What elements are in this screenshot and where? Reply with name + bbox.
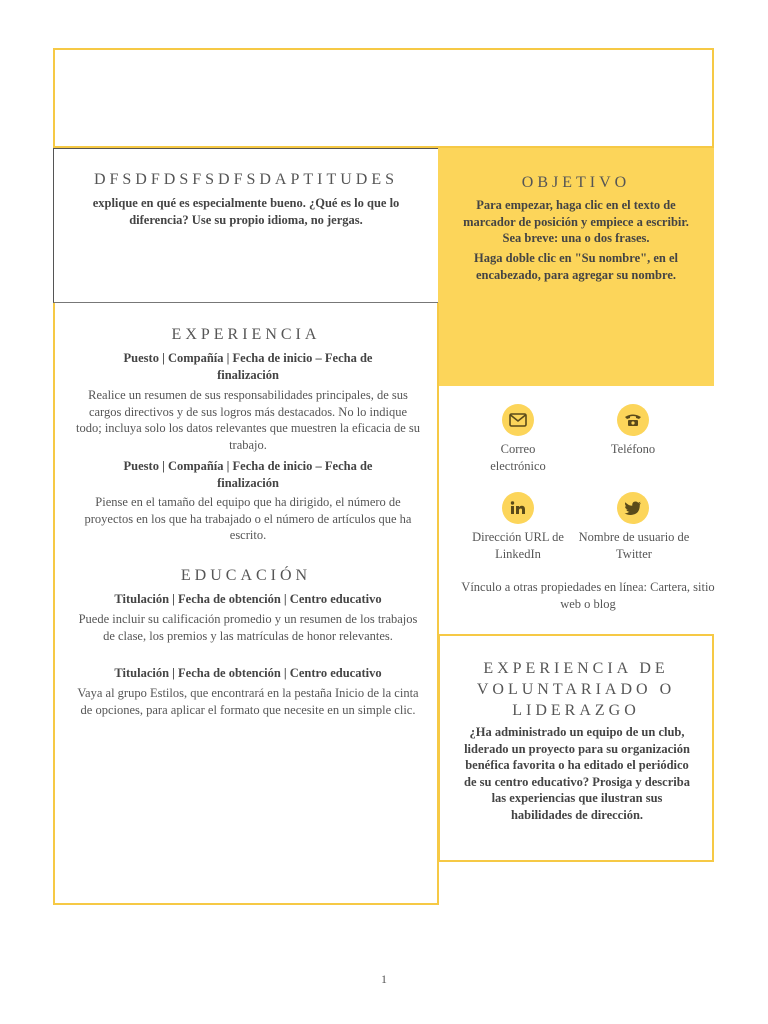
- job-description-1: Realice un resumen de sus responsabilidades principales, de sus cargos directivos y de sus logros más destacados. No lo indique todo; incluya solo los datos relevantes que muestren la eficacia de su trabajo.: [76, 388, 420, 452]
- volunteer-section: [438, 634, 714, 862]
- envelope-icon: [502, 404, 534, 436]
- skills-section: [53, 148, 439, 303]
- volunteer-text: ¿Ha administrado un equipo de un club, liderado un proyecto para su organización benéfica favorita o ha editado el periódico de su centro educativo? Prosiga y describa las experiencias que ilustran sus habilidades de dirección.: [464, 725, 690, 822]
- linkedin-icon: [502, 492, 534, 524]
- education-title-2: Titulación | Fecha de obtención | Centro educativo: [114, 666, 382, 680]
- job-title-2: Puesto | Compañía | Fecha de inicio – Fecha de finalización: [123, 459, 373, 490]
- objective-section: [438, 148, 714, 386]
- page-number: 1: [381, 972, 387, 986]
- education-description-1: Puede incluir su calificación promedio y un resumen de los trabajos de clase, los premios y las matrículas de honor relevantes.: [78, 612, 418, 643]
- education-heading: EDUCACIÓN: [180, 567, 312, 584]
- contact-phone-label: Teléfono: [610, 442, 656, 456]
- contact-twitter-label: Nombre de usuario de Twitter: [578, 530, 690, 561]
- contact-other-links: Vínculo a otras propiedades en línea: Cartera, sitio web o blog: [461, 580, 715, 611]
- experience-heading: EXPERIENCIA: [171, 326, 321, 343]
- contact-email[interactable]: [463, 404, 573, 474]
- twitter-bird-icon: [617, 492, 649, 524]
- telephone-icon: [617, 404, 649, 436]
- contact-linkedin[interactable]: [463, 492, 573, 562]
- job-title-1: Puesto | Compañía | Fecha de inicio – Fecha de finalización: [123, 351, 373, 382]
- education-description-2: Vaya al grupo Estilos, que encontrará en la pestaña Inicio de la cinta de opciones, para aplicar el formato que necesite en un simple clic.: [77, 686, 419, 717]
- objective-paragraph-1: Para empezar, haga clic en el texto de marcador de posición y empiece a escribir. Sea breve: una o dos frases.: [463, 198, 689, 245]
- skills-text: explique en qué es especialmente bueno. ¿Qué es lo que lo diferencia? Use su propio idioma, no jergas.: [92, 196, 400, 227]
- experience-education-section: [53, 303, 439, 905]
- skills-heading: DFSDFDSFSDFSDAPTITUDES: [93, 171, 399, 188]
- contact-twitter[interactable]: [578, 492, 688, 562]
- objective-heading: OBJETIVO: [521, 174, 631, 191]
- contact-email-label: Correo electrónico: [490, 442, 546, 473]
- objective-paragraph-2: Haga doble clic en "Su nombre", en el encabezado, para agregar su nombre.: [474, 251, 678, 282]
- volunteer-heading: EXPERIENCIA DE VOLUNTARIADO O LIDERAZGO: [476, 660, 676, 719]
- header-name-box[interactable]: [53, 48, 714, 148]
- contact-linkedin-label: Dirección URL de LinkedIn: [472, 530, 564, 561]
- contact-phone[interactable]: [578, 404, 688, 458]
- job-description-2: Piense en el tamaño del equipo que ha dirigido, el número de proyectos en los que ha trabajado o el número de artículos que ha escrito.: [84, 495, 412, 542]
- education-title-1: Titulación | Fecha de obtención | Centro educativo: [114, 592, 382, 606]
